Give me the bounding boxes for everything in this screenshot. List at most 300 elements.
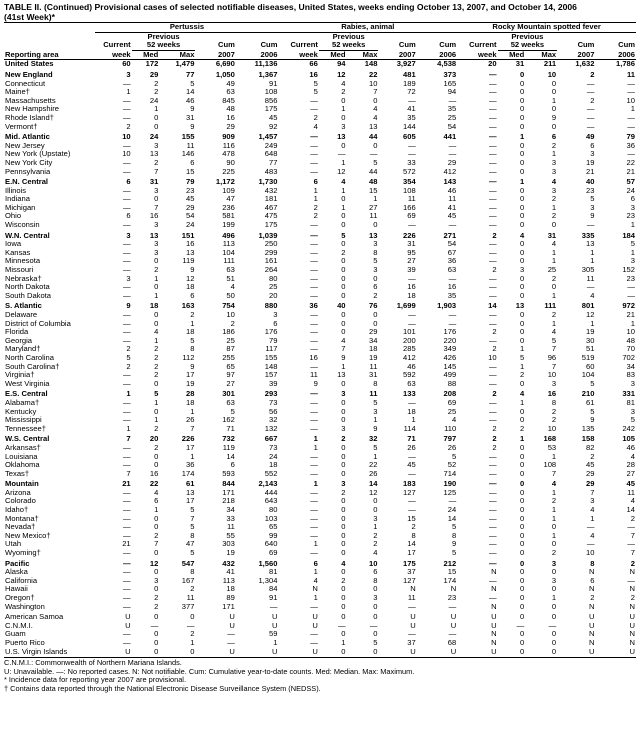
- value-cell: U: [410, 612, 416, 622]
- value-cell: 83: [626, 371, 635, 380]
- value-cell: 9: [190, 266, 195, 275]
- value-cell: 41: [447, 203, 457, 212]
- value-cell: 12: [368, 488, 378, 497]
- value-cell: 171: [222, 602, 235, 611]
- value-cell: —: [310, 452, 318, 461]
- value-cell: 13: [585, 240, 595, 249]
- value-cell: U: [125, 647, 131, 656]
- value-cell: 8: [590, 558, 595, 568]
- value-cell: —: [489, 479, 497, 489]
- value-cell: —: [489, 531, 497, 540]
- value-cell: —: [586, 221, 595, 230]
- value-cell: 47: [186, 540, 195, 549]
- value-cell: —: [337, 621, 346, 630]
- reporting-area-cell: Pacific: [5, 558, 30, 568]
- value-cell: 0: [154, 452, 159, 461]
- value-cell: 37: [407, 568, 416, 577]
- value-cell: 0: [551, 568, 557, 577]
- value-cell: 13: [337, 371, 346, 380]
- value-cell: 77: [269, 158, 278, 167]
- value-cell: 10: [226, 311, 235, 319]
- page: [4, 0, 636, 694]
- value-cell: 8: [411, 531, 416, 540]
- value-cell: 60: [122, 59, 131, 69]
- value-cell: 0: [341, 523, 346, 532]
- value-cell: —: [310, 638, 318, 647]
- value-cell: 65: [269, 523, 278, 532]
- value-cell: —: [489, 186, 497, 195]
- value-cell: 1: [551, 594, 557, 602]
- reporting-area-cell: Maine†: [5, 88, 30, 97]
- value-cell: —: [310, 398, 318, 407]
- table-row: [4, 558, 636, 569]
- table-row: [4, 388, 636, 399]
- value-cell: 92: [269, 122, 278, 131]
- value-cell: 63: [447, 266, 457, 275]
- value-cell: 432: [222, 558, 235, 568]
- value-cell: 0: [190, 647, 195, 656]
- value-cell: N: [312, 585, 318, 594]
- table-row: [4, 221, 636, 230]
- value-cell: 6: [190, 158, 195, 167]
- value-cell: 18: [269, 461, 278, 470]
- value-cell: 3: [590, 497, 595, 506]
- reporting-area-cell: New Hampshire: [5, 105, 60, 114]
- reporting-area-cell: Missouri: [5, 266, 34, 275]
- value-cell: 2: [154, 362, 159, 371]
- reporting-area-cell: E.S. Central: [5, 389, 48, 399]
- value-cell: —: [408, 96, 416, 105]
- value-cell: 441: [443, 132, 457, 142]
- value-cell: 29: [149, 69, 159, 79]
- value-cell: 5: [154, 389, 159, 399]
- value-cell: 1: [126, 88, 131, 97]
- reporting-area-cell: New Mexico†: [5, 531, 51, 540]
- value-cell: —: [123, 452, 131, 461]
- value-cell: 31: [149, 177, 159, 187]
- table-row: [4, 212, 636, 221]
- value-cell: 301: [222, 389, 235, 399]
- value-cell: 1: [190, 319, 195, 328]
- table-row: [4, 300, 636, 311]
- value-cell: 0: [520, 328, 525, 337]
- value-cell: —: [489, 212, 497, 221]
- value-cell: 19: [226, 549, 235, 558]
- value-cell: U: [588, 647, 595, 656]
- value-cell: —: [489, 132, 497, 142]
- value-cell: 45: [186, 195, 195, 204]
- value-cell: 4: [551, 479, 557, 489]
- reporting-area-cell: Wyoming†: [5, 549, 41, 558]
- value-cell: 2: [154, 594, 159, 602]
- reporting-area-cell: American Samoa: [5, 612, 64, 622]
- value-cell: 91: [269, 79, 278, 88]
- value-cell: 8: [551, 398, 557, 407]
- value-cell: 0: [154, 283, 159, 292]
- value-cell: 1: [154, 398, 159, 407]
- value-cell: 21: [626, 311, 635, 319]
- value-cell: 1: [520, 345, 525, 354]
- col-2007: 2007: [557, 50, 595, 60]
- value-cell: 7: [154, 540, 159, 549]
- value-cell: 2: [341, 434, 346, 444]
- value-cell: U: [312, 612, 318, 622]
- value-cell: N: [450, 585, 457, 594]
- value-cell: 0: [373, 585, 378, 594]
- value-cell: 117: [265, 345, 278, 354]
- value-cell: 2: [126, 362, 131, 371]
- value-cell: 0: [373, 141, 378, 150]
- value-cell: 444: [264, 488, 278, 497]
- value-cell: —: [489, 311, 497, 319]
- value-cell: 3: [520, 266, 525, 275]
- value-cell: 0: [520, 203, 525, 212]
- value-cell: 5: [590, 379, 595, 388]
- value-cell: 51: [585, 345, 595, 354]
- value-cell: 7: [551, 345, 557, 354]
- value-cell: —: [123, 407, 131, 416]
- value-cell: 2: [520, 371, 525, 380]
- value-cell: 13: [149, 150, 159, 159]
- value-cell: N: [491, 568, 497, 577]
- value-cell: 4: [373, 113, 378, 122]
- value-cell: 6: [154, 497, 159, 506]
- value-cell: —: [123, 195, 131, 204]
- value-cell: 79: [626, 132, 635, 142]
- value-cell: —: [123, 167, 131, 176]
- value-cell: 163: [181, 301, 195, 311]
- value-cell: 18: [407, 407, 416, 416]
- value-cell: 0: [520, 558, 525, 568]
- value-cell: N: [491, 585, 497, 594]
- value-cell: 6: [313, 177, 318, 187]
- value-cell: 2: [630, 594, 635, 602]
- value-cell: 168: [543, 434, 557, 444]
- value-cell: 57: [626, 177, 635, 187]
- value-cell: 1: [551, 96, 557, 105]
- value-cell: —: [123, 257, 131, 266]
- footnote-provisional: * Incidence data for reporting year 2007 are provisional.: [4, 675, 187, 685]
- value-cell: 14: [186, 88, 195, 97]
- value-cell: —: [310, 96, 318, 105]
- col-2007: 2007: [378, 50, 416, 60]
- value-cell: 475: [264, 212, 278, 221]
- value-cell: 48: [226, 105, 235, 114]
- value-cell: 5: [313, 88, 318, 97]
- value-cell: 714: [443, 469, 457, 478]
- value-cell: —: [123, 328, 131, 337]
- value-cell: —: [310, 407, 318, 416]
- value-cell: 0: [520, 612, 525, 622]
- value-cell: —: [310, 497, 318, 506]
- value-cell: —: [489, 274, 497, 283]
- value-cell: 174: [181, 469, 195, 478]
- value-cell: 13: [186, 488, 195, 497]
- value-cell: U: [450, 612, 457, 622]
- previous-label: Previous: [332, 32, 365, 41]
- reporting-area-cell: Connecticut: [5, 79, 46, 88]
- table-row: [4, 150, 636, 159]
- value-cell: 0: [341, 647, 346, 656]
- value-cell: 36: [186, 461, 195, 470]
- value-cell: 0: [520, 105, 525, 114]
- value-cell: 11: [407, 195, 416, 204]
- value-cell: —: [310, 167, 318, 176]
- value-cell: —: [123, 443, 131, 452]
- value-cell: 31: [547, 230, 557, 240]
- value-cell: 68: [447, 638, 457, 647]
- reporting-area-cell: Alaska: [5, 568, 28, 577]
- value-cell: U: [125, 612, 131, 622]
- value-cell: 111: [223, 257, 235, 266]
- value-cell: 0: [154, 257, 159, 266]
- reporting-area-cell: Delaware: [5, 311, 38, 319]
- value-cell: 432: [264, 186, 278, 195]
- value-cell: 0: [551, 88, 557, 97]
- value-cell: 2: [190, 630, 195, 639]
- value-cell: 0: [373, 630, 378, 639]
- value-cell: 5: [190, 336, 195, 345]
- reporting-area-cell: Idaho†: [5, 506, 29, 515]
- value-cell: 0: [520, 291, 525, 300]
- value-cell: 1: [313, 479, 318, 489]
- value-cell: 127: [403, 576, 416, 585]
- value-cell: —: [627, 79, 635, 88]
- value-cell: 61: [585, 398, 595, 407]
- table-row: [4, 611, 636, 622]
- reporting-area-cell: United States: [5, 59, 54, 69]
- table-row: [4, 399, 636, 408]
- value-cell: 0: [341, 416, 346, 425]
- value-cell: 5: [373, 158, 378, 167]
- value-cell: 0: [520, 469, 525, 478]
- value-cell: —: [123, 523, 131, 532]
- table-row: [4, 266, 636, 275]
- value-cell: 0: [520, 568, 525, 577]
- value-cell: 0: [520, 416, 525, 425]
- value-cell: 0: [551, 283, 557, 292]
- reporting-area-cell: Utah: [5, 540, 22, 549]
- value-cell: 24: [269, 452, 278, 461]
- value-cell: 18: [368, 345, 378, 354]
- reporting-area-cell: South Carolina†: [5, 362, 60, 371]
- value-cell: 8: [451, 531, 457, 540]
- value-cell: 54: [447, 240, 457, 249]
- value-cell: 0: [341, 443, 346, 452]
- value-cell: 0: [520, 311, 525, 319]
- reporting-area-cell: Colorado: [5, 497, 36, 506]
- value-cell: 13: [149, 230, 159, 240]
- value-cell: 5: [373, 257, 378, 266]
- col-cum: Cum: [439, 41, 457, 50]
- value-cell: 71: [407, 434, 416, 444]
- value-cell: 10: [122, 132, 131, 142]
- value-cell: 200: [403, 336, 416, 345]
- value-cell: 226: [403, 230, 416, 240]
- table-row: [4, 345, 636, 354]
- value-cell: 7: [190, 514, 195, 523]
- value-cell: 144: [403, 122, 416, 131]
- value-cell: 9: [190, 105, 195, 114]
- value-cell: —: [489, 416, 497, 425]
- table-row: [4, 453, 636, 462]
- value-cell: 79: [186, 177, 195, 187]
- value-cell: 11: [226, 523, 235, 532]
- value-cell: 0: [341, 585, 346, 594]
- value-cell: 29: [585, 479, 595, 489]
- value-cell: —: [448, 602, 457, 611]
- value-cell: N: [629, 585, 635, 594]
- value-cell: 249: [264, 141, 278, 150]
- value-cell: 174: [443, 576, 457, 585]
- table-row: [4, 168, 636, 177]
- reporting-area-cell: Ohio: [5, 212, 22, 221]
- value-cell: 119: [222, 443, 235, 452]
- value-cell: 220: [443, 336, 457, 345]
- value-cell: 1: [154, 105, 159, 114]
- col-cum: Cum: [618, 41, 635, 50]
- table-title-line2: (41st Week)*: [4, 12, 55, 22]
- value-cell: —: [448, 497, 457, 506]
- value-cell: 20: [149, 434, 159, 444]
- value-cell: 2: [341, 488, 346, 497]
- value-cell: U: [271, 612, 278, 622]
- value-cell: 0: [341, 540, 346, 549]
- value-cell: 0: [520, 122, 525, 131]
- value-cell: 1,730: [258, 177, 278, 187]
- value-cell: 1: [313, 568, 318, 577]
- value-cell: 3: [154, 141, 159, 150]
- value-cell: 13: [515, 301, 525, 311]
- value-cell: 4: [313, 122, 318, 131]
- value-cell: 5: [230, 407, 235, 416]
- col-week: week: [278, 50, 318, 60]
- value-cell: 11: [448, 195, 457, 204]
- value-cell: 96: [547, 353, 557, 362]
- value-cell: 0: [341, 602, 346, 611]
- value-cell: —: [310, 141, 318, 150]
- value-cell: 6: [190, 291, 195, 300]
- value-cell: 4: [551, 240, 557, 249]
- value-cell: 56: [269, 407, 278, 416]
- reporting-area-cell: S. Atlantic: [5, 301, 42, 311]
- value-cell: 1: [630, 221, 635, 230]
- table-row: [4, 354, 636, 363]
- value-cell: 2: [373, 291, 378, 300]
- value-cell: 35: [447, 105, 457, 114]
- table-row: [4, 363, 636, 372]
- value-cell: —: [448, 319, 457, 328]
- value-cell: —: [627, 291, 635, 300]
- value-cell: —: [448, 141, 457, 150]
- value-cell: 412: [403, 353, 416, 362]
- value-cell: —: [586, 105, 595, 114]
- value-cell: 80: [269, 274, 278, 283]
- value-cell: 176: [264, 328, 278, 337]
- value-cell: —: [123, 416, 131, 425]
- value-cell: —: [310, 506, 318, 515]
- value-cell: U: [312, 621, 318, 630]
- value-cell: 4: [590, 531, 595, 540]
- value-cell: 293: [264, 389, 278, 399]
- table-row: [4, 585, 636, 594]
- value-cell: 1,367: [258, 69, 278, 79]
- value-cell: 25: [269, 283, 278, 292]
- value-cell: 3: [373, 514, 378, 523]
- value-cell: 23: [447, 594, 457, 602]
- value-cell: N: [588, 638, 595, 647]
- value-cell: —: [310, 158, 318, 167]
- value-cell: 199: [222, 221, 235, 230]
- value-cell: —: [123, 602, 131, 611]
- value-cell: 1: [590, 319, 595, 328]
- value-cell: 0: [373, 221, 378, 230]
- value-cell: —: [123, 576, 131, 585]
- value-cell: 110: [444, 424, 457, 433]
- value-cell: 4: [373, 549, 378, 558]
- value-cell: —: [123, 398, 131, 407]
- value-cell: —: [123, 221, 131, 230]
- value-cell: 0: [341, 514, 346, 523]
- value-cell: —: [489, 113, 497, 122]
- value-cell: 41: [226, 568, 235, 577]
- value-cell: 4: [154, 328, 159, 337]
- value-cell: 17: [407, 549, 416, 558]
- value-cell: 152: [622, 266, 635, 275]
- value-cell: 5: [373, 398, 378, 407]
- value-cell: 605: [403, 132, 416, 142]
- value-cell: 90: [226, 158, 235, 167]
- col-max: Max: [347, 50, 379, 60]
- value-cell: 1: [154, 506, 159, 515]
- value-cell: 108: [403, 186, 416, 195]
- value-cell: —: [448, 630, 457, 639]
- value-cell: 12: [186, 274, 195, 283]
- value-cell: —: [489, 362, 497, 371]
- value-cell: 0: [520, 506, 525, 515]
- value-cell: —: [586, 283, 595, 292]
- value-cell: 0: [154, 122, 159, 131]
- value-cell: 0: [520, 549, 525, 558]
- value-cell: —: [489, 488, 497, 497]
- value-cell: 212: [443, 558, 457, 568]
- value-cell: 2: [154, 158, 159, 167]
- value-cell: —: [448, 274, 457, 283]
- value-cell: U: [588, 612, 595, 622]
- value-cell: 34: [368, 336, 378, 345]
- value-cell: 29: [226, 122, 235, 131]
- reporting-area-cell: Louisiana: [5, 452, 38, 461]
- value-cell: 1: [551, 319, 557, 328]
- value-cell: 17: [186, 443, 195, 452]
- table-title-line1: TABLE II. (Continued) Provisional cases of selected notifiable diseases, United States, weeks ending October 13, 2007, and October 14, 2006: [4, 2, 577, 12]
- value-cell: —: [310, 488, 318, 497]
- value-cell: —: [489, 195, 497, 204]
- col-cum: Cum: [218, 41, 235, 50]
- value-cell: 6: [126, 212, 131, 221]
- value-cell: 28: [186, 389, 195, 399]
- value-cell: 6: [273, 319, 278, 328]
- value-cell: 0: [551, 638, 557, 647]
- value-cell: 59: [269, 630, 278, 639]
- value-cell: 1: [313, 434, 318, 444]
- value-cell: 0: [341, 266, 346, 275]
- value-cell: 8: [190, 531, 195, 540]
- table-row: [4, 292, 636, 301]
- value-cell: 4: [341, 558, 346, 568]
- value-cell: 581: [222, 212, 235, 221]
- value-cell: 0: [341, 612, 346, 622]
